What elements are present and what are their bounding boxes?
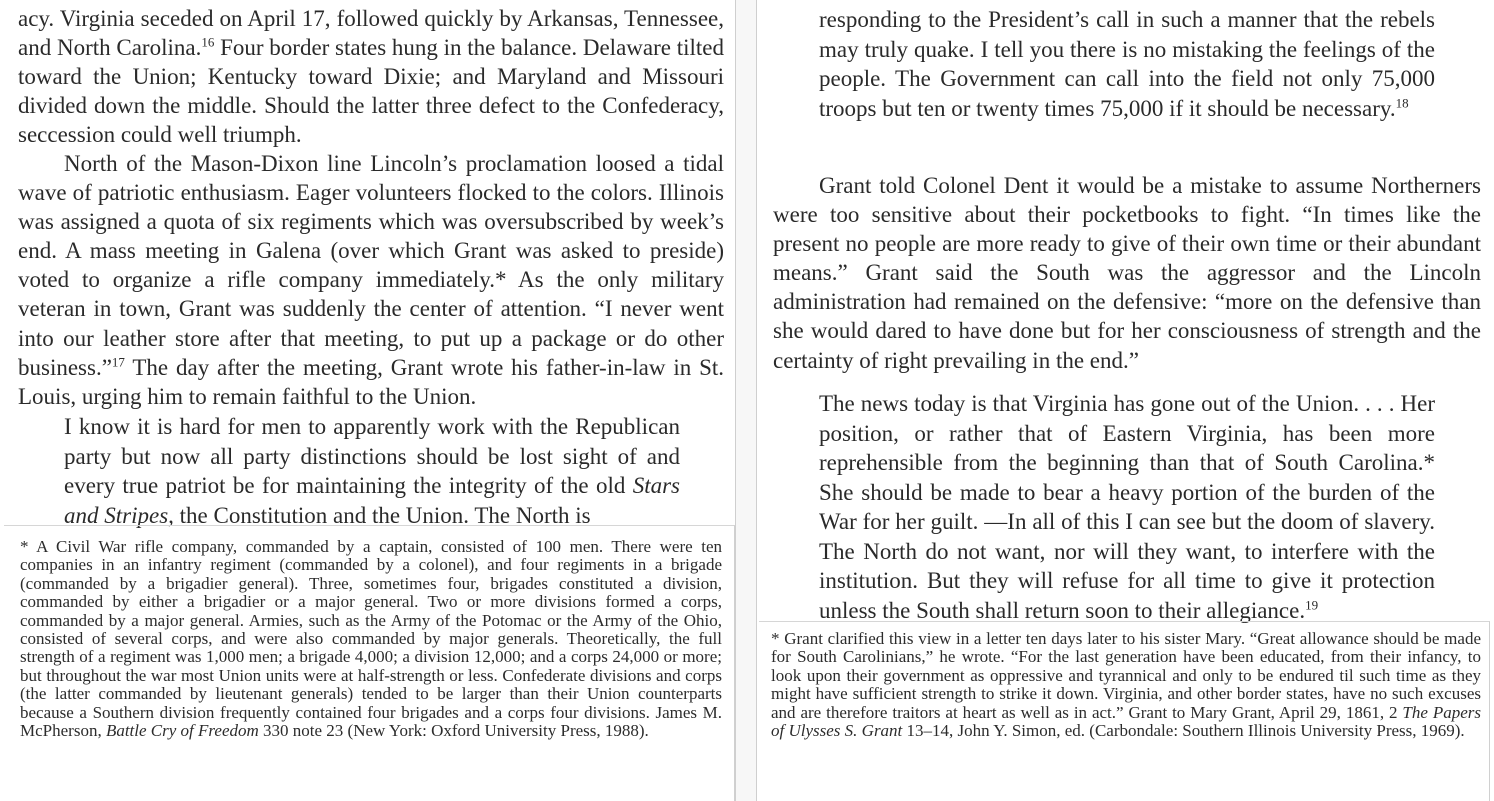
right-footnote: * Grant clarified this view in a letter ten days later to his sister Mary. “Great allowance should be made for South Carolinians,” he wrote. “For the last generation have been educated, from their infancy, to look upon their government as oppressive and tyrannical and only to be endured til such time as they might have sufficient strength to strike it down. Virginia, and other border states, have no such excuses and are therefore traitors at heart as well as in act.” Grant to Mary Grant, April 29, 1861, 2 The Papers of Ulysses S. Grant 13–14, John Y. Simon, ed. (Carbondale: Southern Illinois University Press, 1969).	[771, 629, 1481, 741]
footnote-ref-16: 16	[201, 34, 215, 50]
page-gutter	[735, 0, 757, 801]
left-paragraph-2: North of the Mason-Dixon line Lincoln’s proclamation loosed a tidal wave of patriotic enthusiasm. Eager volunteers flocked to the colors. Illinois was assigned a quota of six regiments which was oversubscribed by week’s end. A mass meeting in Galena (over which Grant was asked to preside) voted to organize a rifle company immediately.* As the only military veteran in town, Grant was suddenly the center of attention. “I never went into our leather store after that meeting, to put up a package or do other business.”$^{17}$ The day after the meeting, Grant wrote his father-in-law in St. Louis, urging him to remain faithful to the Union.	[18, 151, 724, 409]
left-page	[0, 0, 735, 801]
right-block-quote: The news today is that Virginia has gone out of the Union. . . . Her position, or rather that of Eastern Virginia, has been more reprehensible from the beginning than that of South Carolina.* She should be made to bear a heavy portion of the burden of the War for her guilt. —In all of this I can see but the doom of slavery. The North do not want, nor will they want, to interfere with the institution. But they will refuse for all time to give it protection unless the South shall return soon to their allegiance.$^{19}$	[819, 391, 1435, 623]
left-paragraph-1: acy. Virginia seceded on April 17, followed quickly by Arkansas, Tennessee, and North Carolina.$^{16}$ Four border states hung in the balance. Delaware tilted toward the Union; Kentucky toward Dixie; and Maryland and Missouri divided down the middle. Should the latter three defect to the Confederacy, seccession could well triumph.	[18, 6, 724, 148]
italic-title-stars-and-stripes: Stars and Stripes,	[64, 473, 680, 528]
left-block-quote: I know it is hard for men to apparently work with the Republican party but now all party distinctions should be lost sight of and every true patriot be for maintaining the integrity of the old Stars and Stripes, the Constitution and the Union. The North is	[64, 414, 680, 528]
left-footnote: * A Civil War rifle company, commanded by a captain, consisted of 100 men. There were ten companies in an infantry regiment (commanded by a colonel), and four regiments in a brigade (commanded by a brigadier general). Three, sometimes four, brigades constituted a division, commanded by either a brigadier or a major general. Two or more divisions formed a corps, commanded by a major general. Armies, such as the Army of the Potomac or the Army of the Ohio, consisted of several corps, and were also commanded by major generals. Theoretically, the full strength of a regiment was 1,000 men; a brigade 4,000; a division 12,000; and a corps 24,000 or more; but throughout the war most Union units were at half-strength or less. Confederate divisions and corps (the latter commanded by lieutenant generals) tended to be larger than their Union counterparts because a Southern division frequently contained four brigades and a corps four divisions. James M. McPherson, Battle Cry of Freedom 330 note 23 (New York: Oxford University Press, 1988).	[20, 537, 722, 741]
footnote-ref-18: 18	[1395, 94, 1409, 110]
footnote-ref-17: 17	[111, 354, 125, 369]
italic-title-battle-cry: Battle Cry of Freedom	[105, 721, 259, 741]
gutter-line-left	[735, 0, 736, 801]
footnote-ref-19: 19	[1305, 596, 1319, 612]
right-page	[757, 0, 1494, 801]
italic-title-papers-of-grant: The Papers of Ulysses S. Grant	[771, 702, 1481, 741]
right-paragraph-1: Grant told Colonel Dent it would be a mistake to assume Northerners were too sensitive about their pocketbooks to fight. “In times like the present no people are more ready to give of their own time or their abundant means.” Grant said the South was the aggressor and the Lincoln administration had remained on the defensive: “more on the defensive than she would dared to have done but for her consciousness of strength and the certainty of right prevailing in the end.”	[773, 173, 1481, 373]
right-block-quote-continued: responding to the President’s call in such a manner that the rebels may truly quake. I tell you there is no mistaking the feelings of the people. The Government can call into the field not only 75,000 troops but ten or twenty times 75,000 if it should be necessary.$^{18}$	[819, 7, 1435, 121]
